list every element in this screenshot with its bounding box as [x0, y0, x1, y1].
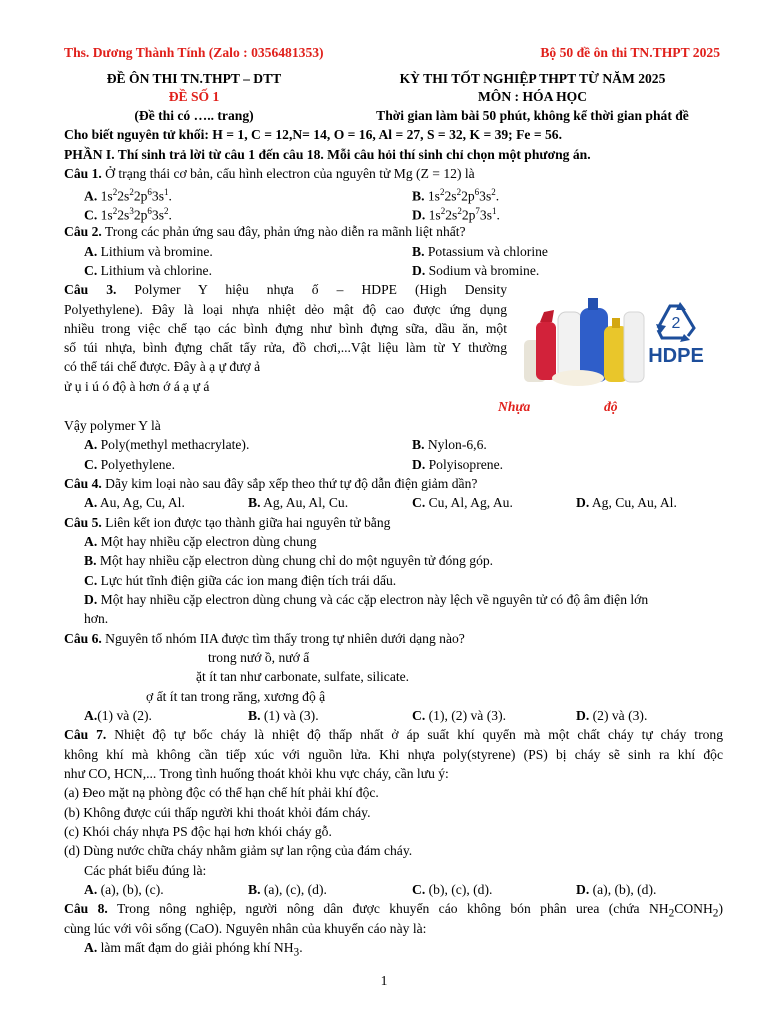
question-3-line-5: có thể tái chế được. Đây à ạ ự đượ ả	[64, 359, 261, 374]
question-8-line-2: cùng lúc với vôi sống (CaO). Nguyên nhân của khuyến cáo này là:	[64, 921, 427, 936]
q3-option-a[interactable]: A. Poly(methyl methacrylate).	[84, 437, 250, 452]
pages-note: (Đề thi có ….. trang)	[134, 108, 254, 123]
q4-option-c[interactable]: C. Cu, Al, Ag, Au.	[412, 495, 513, 510]
q2-option-b[interactable]: B. Potassium và chlorine	[412, 244, 548, 259]
recycle-code-number: 2	[671, 315, 681, 332]
q6-option-d[interactable]: D. (2) và (3).	[576, 708, 648, 723]
exam-number: ĐỀ SỐ 1	[168, 89, 220, 104]
q7-option-b[interactable]: B. (a), (c), (d).	[248, 882, 327, 897]
q1-option-b[interactable]: B. $1s^22s^22p^63s^2$.	[412, 187, 500, 204]
q7-option-d[interactable]: D. (a), (b), (d).	[576, 882, 657, 897]
q1-option-d[interactable]: D. $1s^22s^22p^73s^1$.	[412, 206, 500, 223]
q1-option-a[interactable]: A. $1s^22s^22p^63s^1$.	[84, 187, 172, 204]
q2-option-d[interactable]: D. Sodium và bromine.	[412, 263, 540, 278]
q7-statement-a: (a) Đeo mặt nạ phòng độc có thể hạn chế hít phải khí độc.	[64, 785, 379, 800]
question-7-line-3: như CO, HCN,... Trong tình huống thoát khỏi khu vực cháy, cần lưu ý:	[64, 766, 449, 781]
q2-option-a[interactable]: A. Lithium và bromine.	[84, 244, 213, 259]
right-title: KỲ THI TỐT NGHIỆP THPT TỪ NĂM 2025	[399, 71, 666, 86]
q7-statement-b: (b) Không được cúi thấp người khi thoát khỏi đám cháy.	[64, 805, 371, 820]
q6-fragment-3: ợ ất ít tan trong răng, xương độ ậ	[146, 689, 326, 704]
question-7-line-1: Câu 7. Nhiệt độ tự bốc cháy là nhiệt độ thấp nhất ở áp suất khí quyển mà một chất cháy tự cháy trong	[64, 727, 723, 742]
image-caption-left: Nhựa	[498, 399, 531, 414]
q6-fragment-2: ặt ít tan như carbonate, sulfate, silicate.	[196, 669, 410, 684]
left-title: ĐỀ ÔN THI TN.THPT – DTT	[106, 71, 282, 86]
q6-option-b[interactable]: B. (1) và (3).	[248, 708, 319, 723]
question-2-stem: Câu 2. Trong các phản ứng sau đây, phản ứng nào diễn ra mãnh liệt nhất?	[64, 224, 466, 239]
q7-option-c[interactable]: C. (b), (c), (d).	[412, 882, 493, 897]
hdpe-label: HDPE	[648, 345, 704, 367]
page-number: 1	[380, 973, 388, 988]
q5-option-c[interactable]: C. Lực hút tĩnh điện giữa các ion mang điện tích trái dấu.	[84, 573, 397, 588]
q6-option-c[interactable]: C. (1), (2) và (3).	[412, 708, 506, 723]
q5-option-d[interactable]: D. Một hay nhiều cặp electron dùng chung và các cặp electron này lệch về nguyên tử có độ âm điện lớn	[84, 592, 649, 607]
q4-option-d[interactable]: D. Ag, Cu, Au, Al.	[576, 495, 677, 510]
q5-option-d-continuation: hơn.	[84, 611, 109, 626]
question-7-question: Các phát biểu đúng là:	[84, 863, 207, 878]
q7-statement-d: (d) Dùng nước chữa cháy nhằm giảm sự lan rộng của đám cháy.	[64, 843, 413, 858]
q6-option-a[interactable]: A.(1) và (2).	[84, 708, 152, 723]
part-one-heading: PHẦN I. Thí sinh trả lời từ câu 1 đến câu 18. Mỗi câu hỏi thí sinh chỉ chọn một phương án.	[64, 147, 591, 162]
hdpe-product-image	[518, 282, 718, 392]
question-3-line-2: Polyethylene). Đây là loại nhựa nhiệt dẻo mật độ cao được ứng dụng	[64, 302, 507, 317]
q7-statement-c: (c) Khói cháy nhựa PS độc hại hơn khói cháy gỗ.	[64, 824, 332, 839]
q4-option-b[interactable]: B. Ag, Au, Al, Cu.	[248, 495, 349, 510]
question-4-stem: Câu 4. Dãy kim loại nào sau đây sắp xếp theo thứ tự độ dẫn điện giảm dần?	[64, 476, 478, 491]
question-5-stem: Câu 5. Liên kết ion được tạo thành giữa hai nguyên tử bằng	[64, 515, 391, 530]
author-line: Ths. Dương Thành Tính (Zalo : 0356481353)	[64, 45, 324, 60]
hdpe-illustration	[518, 282, 718, 392]
q3-option-b[interactable]: B. Nylon-6,6.	[412, 437, 487, 452]
question-3-question: Vậy polymer Y là	[64, 418, 161, 433]
q1-option-c[interactable]: C. $1s^22s^32p^63s^2$.	[84, 206, 172, 223]
atomic-masses: Cho biết nguyên tử khối: H = 1, C = 12,N= 14, O = 16, Al = 27, S = 32, K = 39; Fe = 56.	[64, 127, 562, 142]
q8-option-a[interactable]: A. làm mất đạm do giải phóng khí $NH_3$.	[84, 940, 303, 959]
q3-option-c[interactable]: C. Polyethylene.	[84, 457, 175, 472]
q5-option-a[interactable]: A. Một hay nhiều cặp electron dùng chung	[84, 534, 317, 549]
question-6-stem: Câu 6. Nguyên tố nhóm IIA được tìm thấy trong tự nhiên dưới dạng nào?	[64, 631, 465, 646]
question-3-line-3: nhiều trong việc chế tạo các bình đựng như bình đựng sữa, dầu ăn, một	[64, 321, 507, 336]
q7-option-a[interactable]: A. (a), (b), (c).	[84, 882, 164, 897]
question-3-line-4: số túi nhựa, bình đựng chất tẩy rửa, đồ chơi,...Vật liệu làm từ Y thường	[64, 340, 507, 355]
subject: MÔN : HÓA HỌC	[477, 89, 588, 104]
q2-option-c[interactable]: C. Lithium và chlorine.	[84, 263, 212, 278]
question-1-stem: Câu 1. Ở trạng thái cơ bản, cấu hình electron của nguyên tử Mg (Z = 12) là	[64, 166, 475, 181]
question-8-line-1: Câu 8. Trong nông nghiệp, người nông dân được khuyến cáo không bón phân urea (chứa $NH_2CONH_2$)	[64, 901, 723, 920]
q4-option-a[interactable]: A. Au, Ag, Cu, Al.	[84, 495, 185, 510]
question-3-line-6: ử ụ i ú ó độ à hơn ớ á ạ ự á	[64, 379, 210, 394]
series-title: Bộ 50 đề ôn thi TN.THPT 2025	[540, 45, 720, 60]
question-3-line-1: Câu 3. Polymer Y hiệu nhựa ố – HDPE (High Density	[64, 282, 507, 297]
image-caption-right: độ	[604, 399, 618, 414]
time-note: Thời gian làm bài 50 phút, không kể thời gian phát đề	[376, 108, 689, 123]
q3-option-d[interactable]: D. Polyisoprene.	[412, 457, 503, 472]
q6-fragment-1: trong nướ ồ, nướ ẩ	[208, 650, 310, 665]
question-7-line-2: không khí mà không cần tiếp xúc với nguồn lửa. Khi nhựa poly(styrene) (PS) bị cháy sẽ sinh ra khí độc	[64, 747, 723, 762]
q5-option-b[interactable]: B. Một hay nhiều cặp electron dùng chung chỉ do một nguyên tử đóng góp.	[84, 553, 494, 568]
